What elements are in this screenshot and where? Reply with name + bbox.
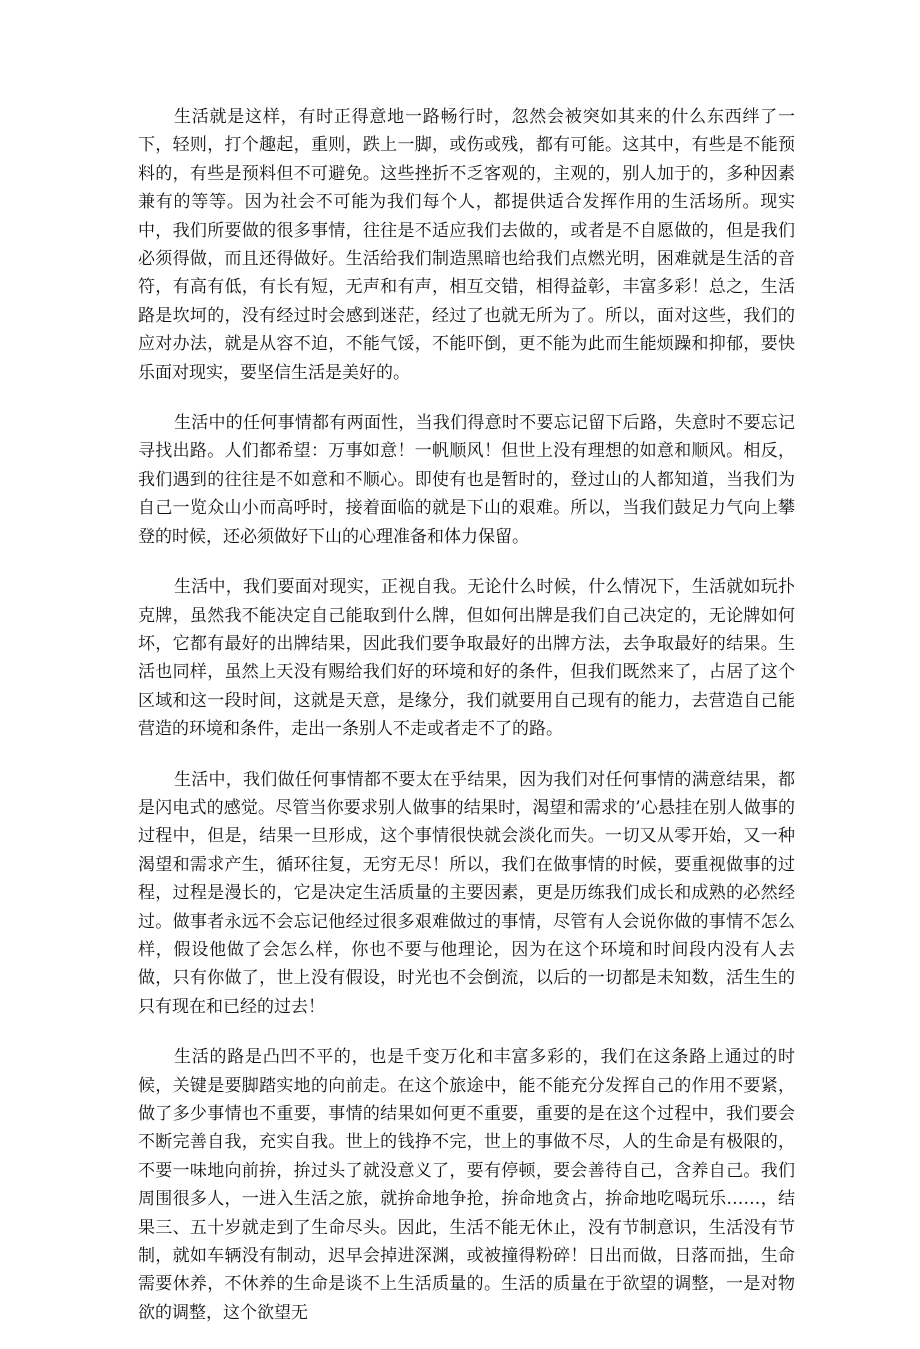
paragraph-1: 生活就是这样，有时正得意地一路畅行时，忽然会被突如其来的什么东西绊了一下，轻则，打个趣起，重则，跌上一脚，或伤或残，都有可能。这其中，有些是不能预料的，有些是预料但不可避免。这些挫折不乏客观的，主观的，别人加于的，多种因素兼有的等等。因为社会不可能为我们每个人，都提供适合发挥作用的生活场所。现实中，我们所要做的很多事情，往往是不适应我们去做的，或者是不自愿做的，但是我们必须得做，而且还得做好。生活给我们制造黑暗也给我们点燃光明，困难就是生活的音符，有高有低，有长有短，无声和有声，相互交错，相得益彰，丰富多彩！总之，生活路是坎坷的，没有经过时会感到迷茫，经过了也就无所为了。所以，面对这些，我们的应对办法，就是从容不迫，不能气馁，不能吓倒，更不能为此而生能烦躁和抑郁，要快乐面对现实，要坚信生活是美好的。 <box>138 107 795 383</box>
document-body <box>138 103 795 1349</box>
paragraph-5: 生活的路是凸凹不平的，也是千变万化和丰富多彩的，我们在这条路上通过的时候，关键是要脚踏实地的向前走。在这个旅途中，能不能充分发挥自己的作用不要紧，做了多少事情也不重要，事情的结果如何更不重要，重要的是在这个过程中，我们要会不断完善自我，充实自我。世上的钱挣不完，世上的事做不尽，人的生命是有极限的，不要一味地向前拚，拚过头了就没意义了，要有停顿，要会善待自己，含养自己。我们周围很多人，一进入生活之旅，就拚命地争抢，拚命地贪占，拚命地吃喝玩乐……，结果三、五十岁就走到了生命尽头。因此，生活不能无休止，没有节制意识，生活没有节制，就如车辆没有制动，迟早会掉进深渊，或被撞得粉碎！日出而做，日落而拙，生命需要休养，不休养的生命是谈不上生活质量的。生活的质量在于欲望的调整，一是对物欲的调整，这个欲望无 <box>138 1047 795 1323</box>
paragraph-2: 生活中的任何事情都有两面性，当我们得意时不要忘记留下后路，失意时不要忘记寻找出路。人们都希望：万事如意！一帆顺风！但世上没有理想的如意和顺风。相反，我们遇到的往往是不如意和不顺心。即使有也是暂时的，登过山的人都知道，当我们为自己一览众山小而高呼时，接着面临的就是下山的艰难。所以，当我们鼓足力气向上攀登的时候，还必须做好下山的心理准备和体力保留。 <box>138 413 795 547</box>
paragraph-4: 生活中，我们做任何事情都不要太在乎结果，因为我们对任何事情的满意结果，都是闪电式的感觉。尽管当你要求别人做事的结果时，渴望和需求的’心悬挂在别人做事的过程中，但是，结果一旦形成，这个事情很快就会淡化而失。一切又从零开始，又一种渴望和需求产生，循环往复，无穷无尽！所以，我们在做事情的时候，要重视做事的过程，过程是漫长的，它是决定生活质量的主要因素，更是历练我们成长和成熟的必然经过。做事者永远不会忘记他经过很多艰难做过的事情，尽管有人会说你做的事情不怎么样，假设他做了会怎么样，你也不要与他理论，因为在这个环境和时间段内没有人去做，只有你做了，世上没有假设，时光也不会倒流，以后的一切都是未知数，活生生的只有现在和已经的过去！ <box>138 769 795 1017</box>
paragraph-3: 生活中，我们要面对现实，正视自我。无论什么时候，什么情况下，生活就如玩扑克牌，虽然我不能决定自己能取到什么牌，但如何出牌是我们自己决定的，无论牌如何坏，它都有最好的出牌结果，因此我们要争取最好的出牌方法，去争取最好的结果。生活也同样，虽然上天没有赐给我们好的环境和好的条件，但我们既然来了，占居了这个区域和这一段时间，这就是天意，是缘分，我们就要用自己现有的能力，去营造自己能营造的环境和条件，走出一条别人不走或者走不了的路。 <box>138 577 795 740</box>
